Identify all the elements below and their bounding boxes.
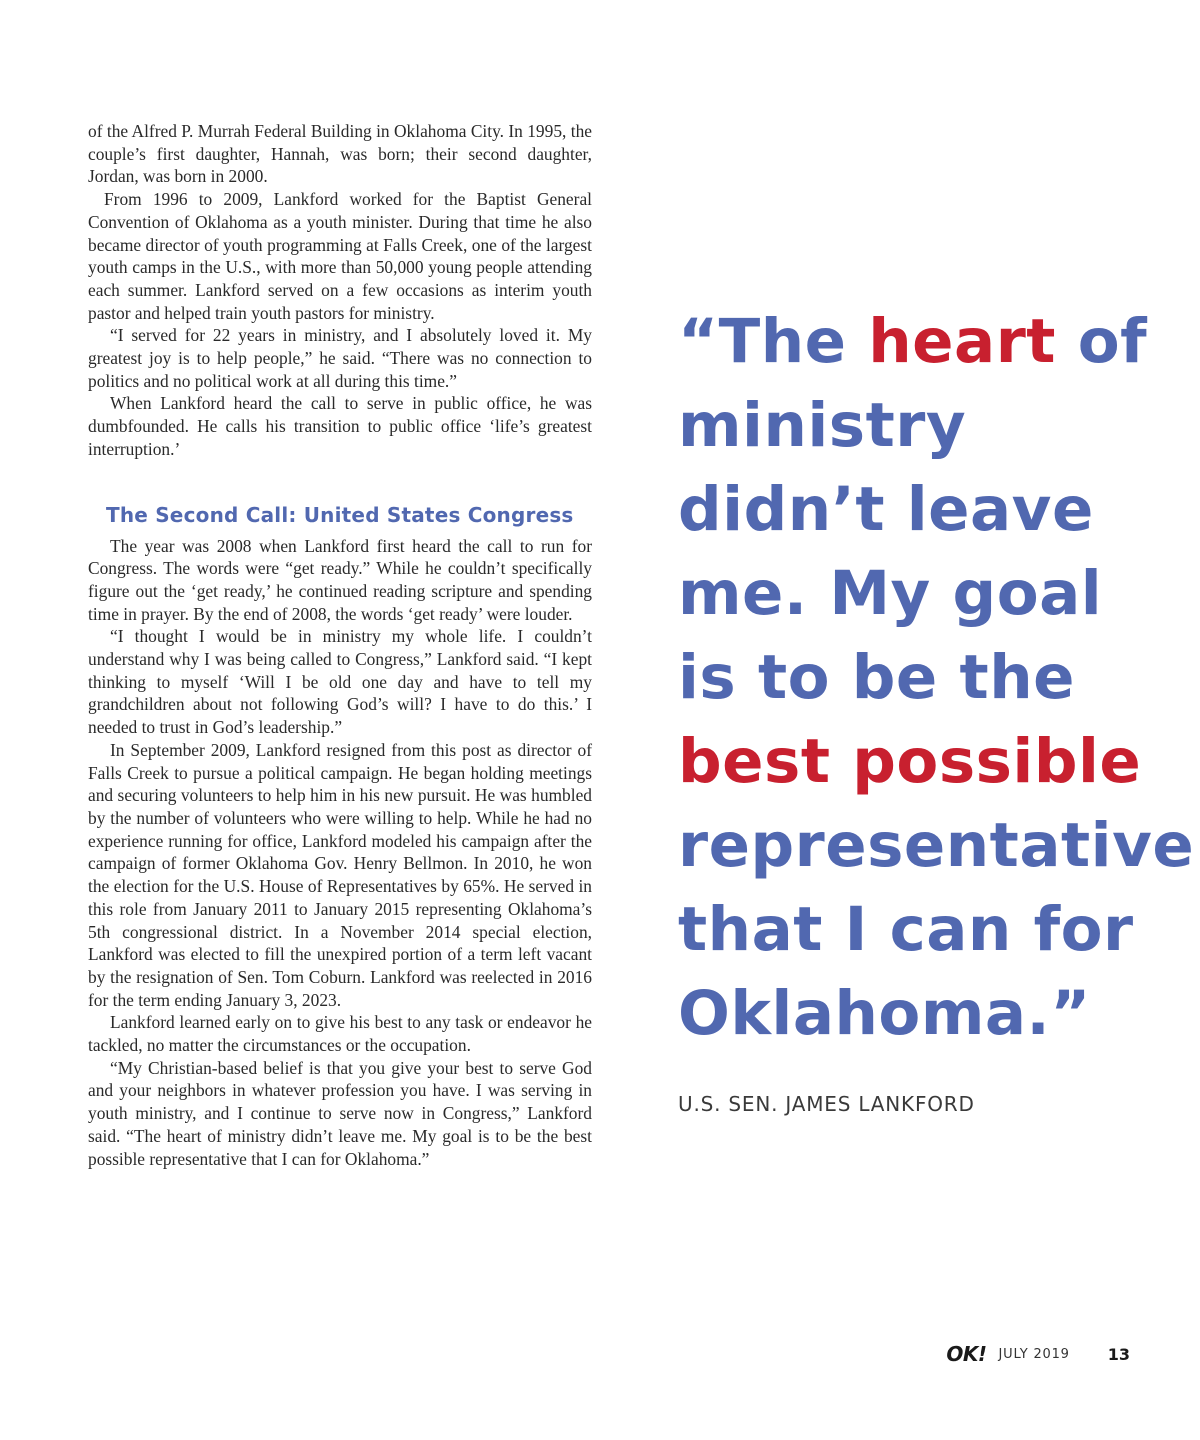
issue-date: JULY 2019 xyxy=(998,1346,1070,1362)
article-paragraph: From 1996 to 2009, Lankford worked for the Baptist General Convention of Oklahoma as a youth minister. During that time he also became director of youth programming at Falls Creek, one of the largest youth camps in the U.S., with more than 50,000 young people attending each summer. Lankford served on a few occasions as interim youth pastor and helped train youth pastors for ministry. xyxy=(88,189,592,323)
article-paragraph: “I thought I would be in ministry my whole life. I couldn’t understand why I was being called to Congress,” Lankford said. “I kept thinking to myself ‘Will I be old one day and have to tell my grandchildren about not following God’s will? I have to do this.’ I needed to trust in God’s leadership.” xyxy=(88,626,592,738)
article-paragraph: of the Alfred P. Murrah Federal Building in Oklahoma City. In 1995, the couple’s first daughter, Hannah, was born; their second daughter, Jordan, was born in 2000. xyxy=(88,121,592,187)
pull-quote-text: “The xyxy=(678,306,869,377)
article-paragraph: The year was 2008 when Lankford first heard the call to run for Congress. The words were “get ready.” While he couldn’t specifically figure out the ‘get ready,’ he continued reading scripture and spending time in prayer. By the end of 2008, the words ‘get ready’ were louder. xyxy=(88,535,592,624)
article-paragraph: “I served for 22 years in ministry, and I absolutely loved it. My greatest joy is to help people,” he said. “There was no connection to politics and no political work at all during this time.” xyxy=(88,325,592,391)
page-number: 13 xyxy=(1107,1344,1130,1364)
pull-quote-text: of ministry didn’t leave me. My goal is to be the xyxy=(678,306,1148,713)
pull-quote-highlight: best possible xyxy=(678,726,1142,797)
pull-quote xyxy=(678,300,1195,1056)
pull-quote-text: representative that I can for Oklahoma.” xyxy=(678,810,1195,1049)
article-paragraph: When Lankford heard the call to serve in public office, he was dumbfounded. He calls his transition to public office ‘life’s greatest interruption.’ xyxy=(88,393,592,459)
pull-quote-highlight: heart xyxy=(868,306,1056,377)
article-paragraph: “My Christian-based belief is that you give your best to serve God and your neighbors in whatever profession you have. I was serving in youth ministry, and I continue to serve now in Congress,” Lankford said. “The heart of ministry didn’t leave me. My goal is to be the best possible representative that I can for Oklahoma.” xyxy=(88,1057,592,1169)
article-body xyxy=(88,120,592,1170)
section-heading: The Second Call: United States Congress xyxy=(106,502,574,527)
article-paragraph: In September 2009, Lankford resigned from this post as director of Falls Creek to pursue a political campaign. He began holding meetings and securing volunteers to help him in his new pursuit. He was humbled by the number of volunteers who were willing to help. While he had no experience running for office, Lankford modeled his campaign after the campaign of former Oklahoma Gov. Henry Bellmon. In 2010, he won the election for the U.S. House of Representatives by 65%. He served in this role from January 2011 to January 2015 representing Oklahoma’s 5th congressional district. In a November 2014 special election, Lankford was elected to fill the unexpired portion of a term left vacant by the resignation of Sen. Tom Coburn. Lankford was reelected in 2016 for the term ending January 3, 2023. xyxy=(88,739,592,1010)
pull-quote-attribution: U.S. SEN. JAMES LANKFORD xyxy=(678,1092,975,1116)
magazine-logo: OK! xyxy=(946,1342,987,1366)
article-paragraph: Lankford learned early on to give his best to any task or endeavor he tackled, no matter the circumstances or the occupation. xyxy=(88,1012,592,1056)
page-footer xyxy=(946,1342,1130,1366)
